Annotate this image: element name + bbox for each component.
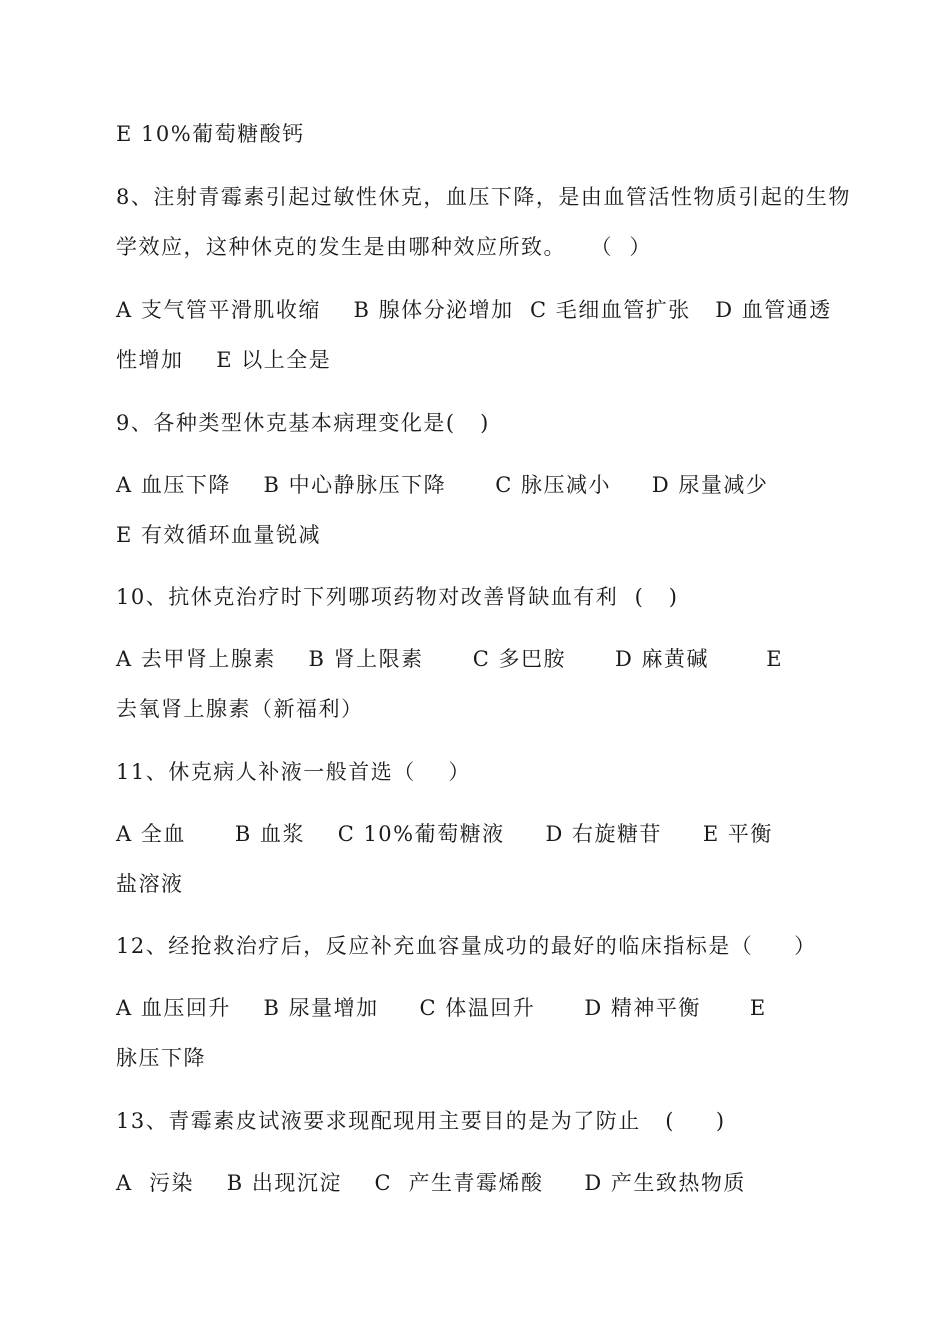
question-9-options-line-1: A 血压下降 B 中心静脉压下降 C 脉压减小 D 尿量减少 [116,473,769,497]
question-8-line-1: 8、注射青霉素引起过敏性休克，血压下降，是由血管活性物质引起的生物 [116,185,851,209]
question-13-options-line-1: A 污染 B 出现沉淀 C 产生青霉烯酸 D 产生致热物质 [116,1171,746,1195]
question-8-options-line-1: A 支气管平滑肌收缩 B 腺体分泌增加 C 毛细血管扩张 D 血管通透 [116,298,832,322]
question-11: 11、休克病人补液一般首选（ ） [116,760,471,784]
question-12-options-line-1: A 血压回升 B 尿量增加 C 体温回升 D 精神平衡 E [116,996,767,1020]
option-line: E 10%葡萄糖酸钙 [116,122,305,146]
question-11-options-line-1: A 全血 B 血浆 C 10%葡萄糖液 D 右旋糖苷 E 平衡 [116,822,773,846]
question-10: 10、抗休克治疗时下列哪项药物对改善肾缺血有利 ( ) [116,585,679,609]
question-11-options-line-2: 盐溶液 [116,872,184,896]
question-13: 13、青霉素皮试液要求现配现用主要目的是为了防止 ( ) [116,1109,726,1133]
question-8-options-line-2: 性增加 E 以上全是 [116,348,332,372]
question-10-options-line-2: 去氧肾上腺素（新福利） [116,697,364,721]
question-12: 12、经抢救治疗后，反应补充血容量成功的最好的临床指标是（ ） [116,934,817,958]
question-8-line-2: 学效应，这种休克的发生是由哪种效应所致。 （ ） [116,235,652,259]
question-10-options-line-1: A 去甲肾上腺素 B 肾上限素 C 多巴胺 D 麻黄碱 E [116,647,784,671]
question-12-options-line-2: 脉压下降 [116,1046,206,1070]
question-9-options-line-2: E 有效循环血量锐减 [116,523,322,547]
question-9: 9、各种类型休克基本病理变化是( ) [116,411,490,435]
